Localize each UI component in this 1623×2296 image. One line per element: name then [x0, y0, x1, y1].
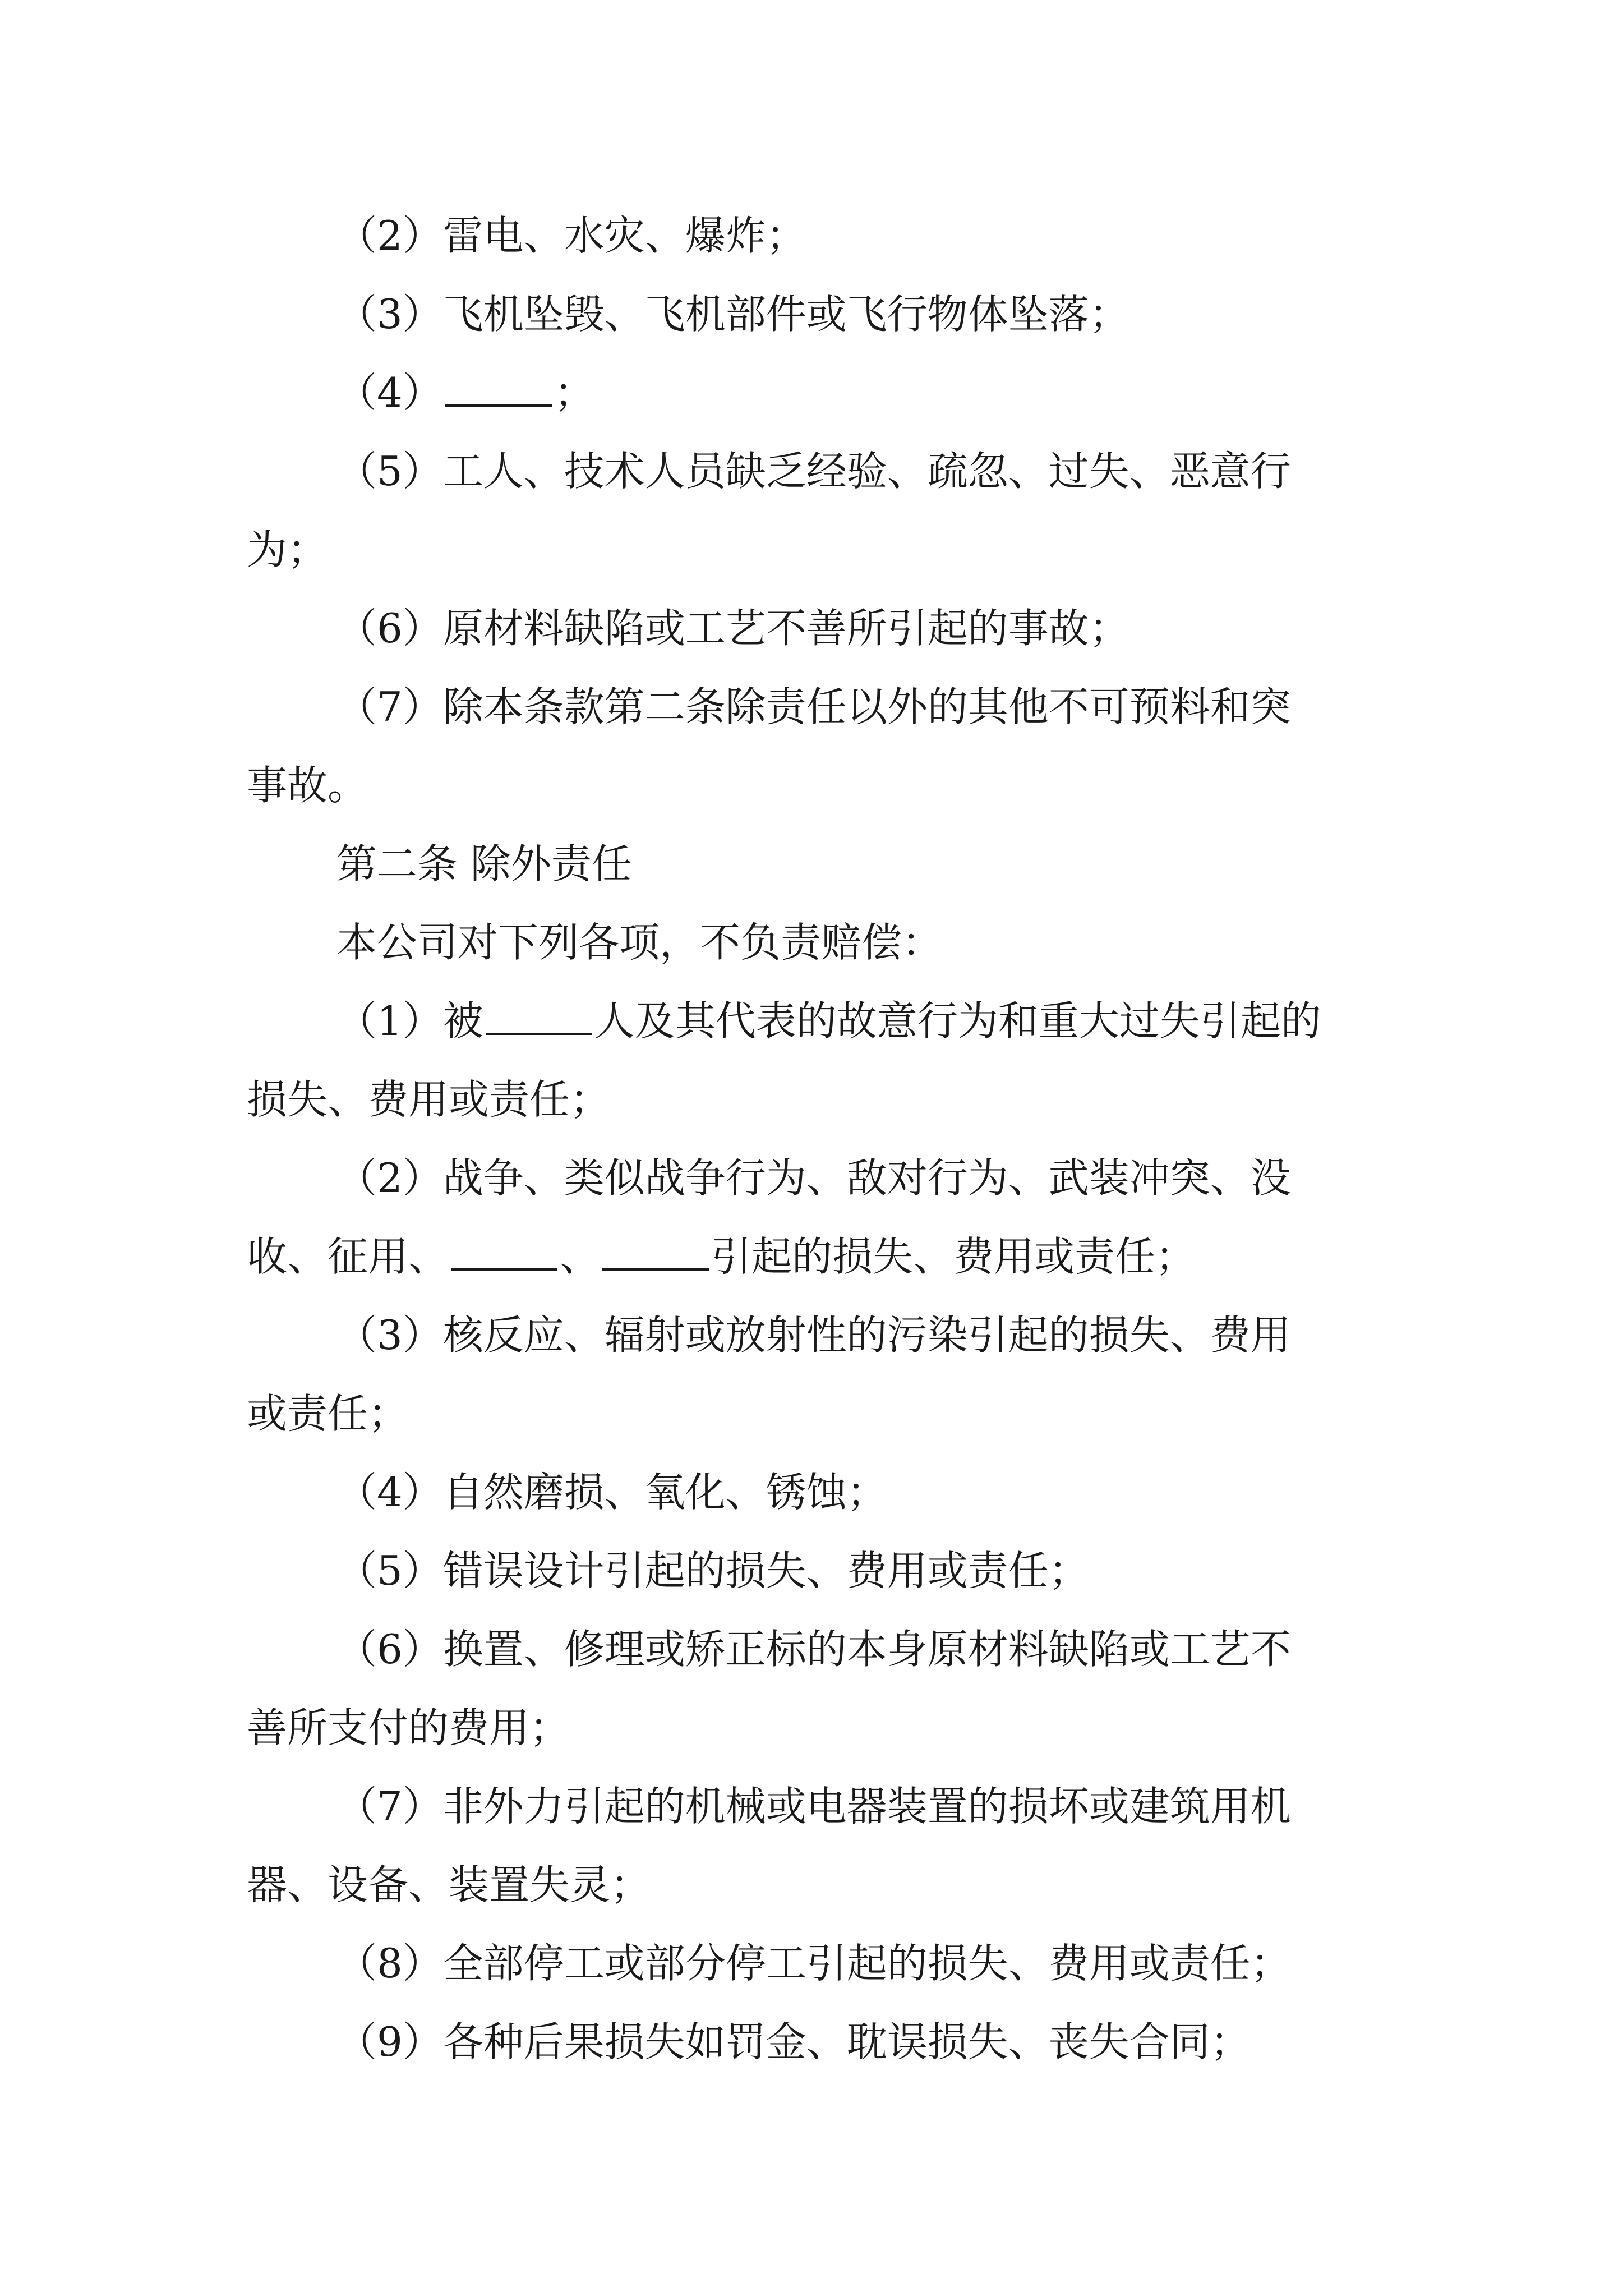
- exclusion-item-1-line-2: 损失、费用或责任；: [247, 1076, 611, 1123]
- exclusion-item-6-line-1: （6）换置、修理或矫正标的本身原材料缺陷或工艺不: [336, 1626, 1291, 1673]
- exclusion-item-3-line-2: 或责任；: [247, 1390, 409, 1437]
- exclusion-item-5: （5）错误设计引起的损失、费用或责任；: [336, 1547, 1089, 1594]
- article-2-intro: 本公司对下列各项，不负责赔偿：: [336, 919, 943, 966]
- fill-in-blank: [445, 371, 552, 407]
- fill-in-blank: [451, 1235, 557, 1271]
- clause-item-4-suffix: ；: [554, 369, 594, 416]
- exclusion-item-1-part-2: 人及其代表的故意行为和重大过失引起的: [594, 997, 1321, 1045]
- exclusion-item-2-part-2: 、: [560, 1233, 601, 1280]
- exclusion-item-7-line-2: 器、设备、装置失灵；: [247, 1861, 651, 1908]
- exclusion-item-2-line-1: （2）战争、类似战争行为、敌对行为、武装冲突、没: [336, 1154, 1291, 1202]
- exclusion-item-4: （4）自然磨损、氧化、锈蚀；: [336, 1469, 887, 1516]
- exclusion-item-2-part-3: 引起的损失、费用或责任；: [711, 1233, 1196, 1280]
- exclusion-item-3-line-1: （3）核反应、辐射或放射性的污染引起的损失、费用: [336, 1312, 1291, 1359]
- fill-in-blank: [602, 1235, 709, 1271]
- exclusion-item-7-line-1: （7）非外力引起的机械或电器装置的损坏或建筑用机: [336, 1783, 1291, 1830]
- clause-item-4: [0, 359, 1623, 426]
- clause-item-7-line-2: 事故。: [247, 762, 368, 809]
- clause-item-5-line-1: （5）工人、技术人员缺乏经验、疏忽、过失、恶意行: [336, 448, 1291, 495]
- exclusion-item-1-line-1: [0, 987, 1623, 1055]
- clause-item-3: （3）飞机坠毁、飞机部件或飞行物体坠落；: [336, 291, 1129, 338]
- exclusion-item-9: （9）各种后果损失如罚金、耽误损失、丧失合同；: [336, 2018, 1251, 2065]
- fill-in-blank: [486, 999, 592, 1035]
- clause-item-2: （2）雷电、水灾、爆炸；: [336, 212, 806, 259]
- exclusion-item-6-line-2: 善所支付的费用；: [247, 1704, 570, 1751]
- article-2-heading: 第二条 除外责任: [336, 840, 632, 887]
- clause-item-7-line-1: （7）除本条款第二条除责任以外的其他不可预料和突: [336, 683, 1291, 730]
- exclusion-item-1-part-1: （1）被: [336, 997, 483, 1045]
- exclusion-item-2-part-1: 收、征用、: [247, 1233, 449, 1280]
- clause-item-6: （6）原材料缺陷或工艺不善所引起的事故；: [336, 605, 1129, 652]
- exclusion-item-8: （8）全部停工或部分停工引起的损失、费用或责任；: [336, 1940, 1291, 1987]
- clause-item-4-prefix: （4）: [336, 369, 443, 416]
- clause-item-5-line-2: 为；: [247, 526, 328, 573]
- exclusion-item-2-line-2: [0, 1223, 1623, 1290]
